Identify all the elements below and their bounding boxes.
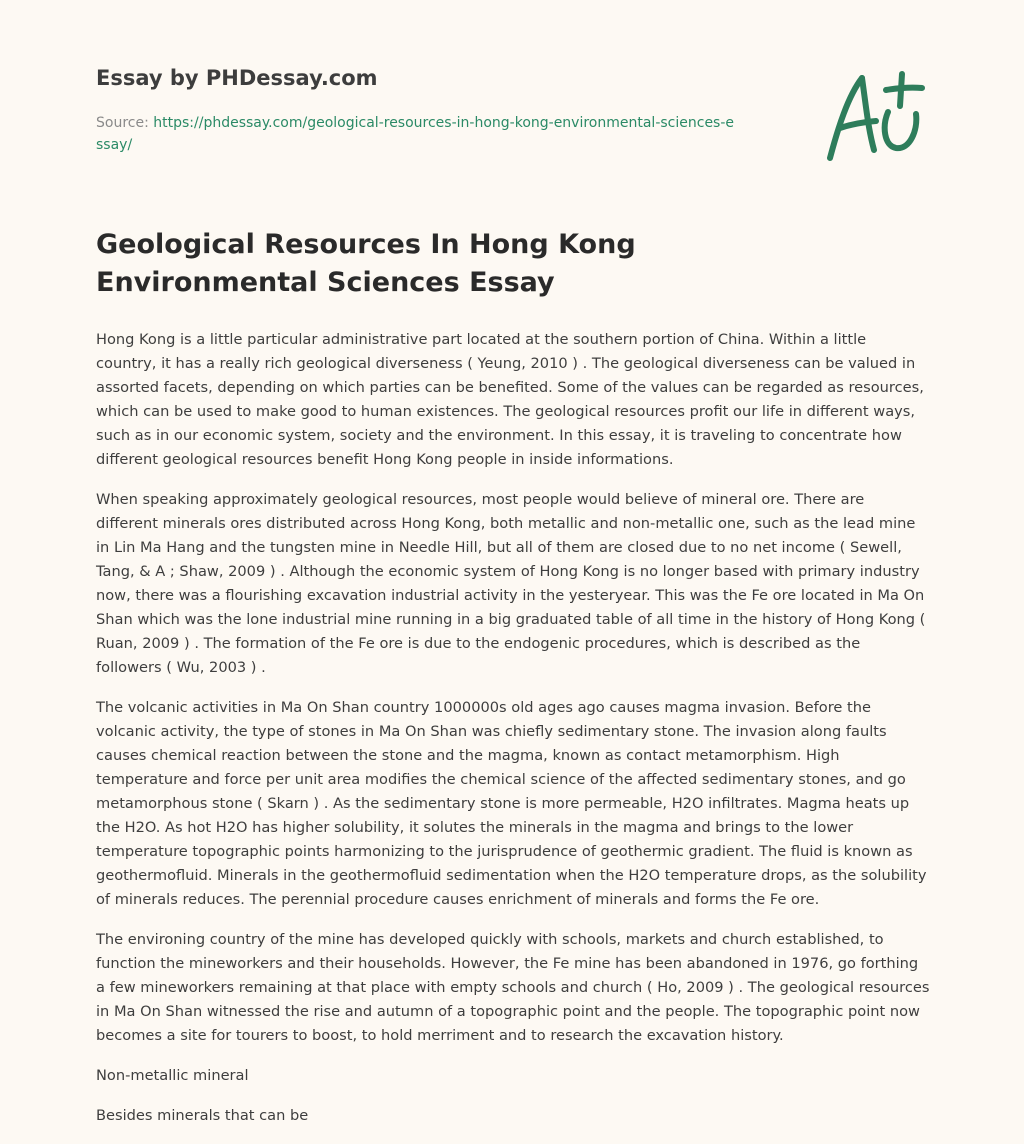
source-link[interactable]: https://phdessay.com/geological-resources-in-hong-kong-environmental-sciences-essay/ <box>96 115 735 153</box>
article <box>96 226 930 1144</box>
paragraph: Besides minerals that can be <box>96 1107 309 1124</box>
paragraph: Hong Kong is a little particular administrative part located at the southern portion of China. Within a little country, it has a really rich geological diverseness ( Yeung, 2010 ) . The geological diverseness can be valued in assorted facets, depending on which parties can be benefited. Some of the values can be regarded as resources, which can be used to make good to human existences. The geological resources profit our life in different ways, such as in our economic system, society and the environment. In this essay, it is traveling to concentrate how different geological resources benefit Hong Kong people in inside informations. <box>96 331 924 468</box>
paragraph: The volcanic activities in Ma On Shan country 1000000s old ages ago causes magma invasion. Before the volcanic activity, the type of stones in Ma On Shan was chiefly sedimentary stone. The invasion along faults causes chemical reaction between the stone and the magma, known as contact metamorphism. High temperature and force per unit area modifies the chemical science of the affected sedimentary stones, and go metamorphous stone ( Skarn ) . As the sedimentary stone is more permeable, H2O infiltrates. Magma heats up the H2O. As hot H2O has higher solubility, it solutes the minerals in the magma and brings to the lower temperature topographic points harmonizing to the jurisprudence of geothermic gradient. The fluid is known as geothermofluid. Minerals in the geothermofluid sedimentation when the H2O temperature drops, as the solubility of minerals reduces. The perennial procedure causes enrichment of minerals and forms the Fe ore. <box>96 699 927 908</box>
article-title: Geological Resources In Hong Kong Environmental Sciences Essay <box>96 229 636 298</box>
article-body <box>96 328 930 1128</box>
source-line <box>96 112 736 156</box>
brand-title: Essay by PHDessay.com <box>96 66 378 90</box>
page-header <box>96 64 856 156</box>
source-label: Source: <box>96 115 154 131</box>
paragraph: When speaking approximately geological resources, most people would believe of mineral ore. There are different minerals ores distributed across Hong Kong, both metallic and non-metallic one, such as the lead mine in Lin Ma Hang and the tungsten mine in Needle Hill, but all of them are closed due to no net income ( Sewell, Tang, & A ; Shaw, 2009 ) . Although the economic system of Hong Kong is no longer based with primary industry now, there was a flourishing excavation industrial activity in the yesteryear. This was the Fe ore located in Ma On Shan which was the lone industrial mine running in a big graduated table of all time in the history of Hong Kong ( Ruan, 2009 ) . The formation of the Fe ore is due to the endogenic procedures, which is described as the followers ( Wu, 2003 ) . <box>96 491 926 676</box>
section-heading: Non-metallic mineral <box>96 1067 249 1084</box>
a-plus-logo-icon <box>818 66 928 166</box>
paragraph: The environing country of the mine has developed quickly with schools, markets and church established, to function the mineworkers and their households. However, the Fe mine has been abandoned in 1976, go forthing a few mineworkers remaining at that place with empty schools and church ( Ho, 2009 ) . The geological resources in Ma On Shan witnessed the rise and autumn of a topographic point and the people. The topographic point now becomes a site for tourers to boost, to hold merriment and to research the excavation history. <box>96 931 930 1044</box>
